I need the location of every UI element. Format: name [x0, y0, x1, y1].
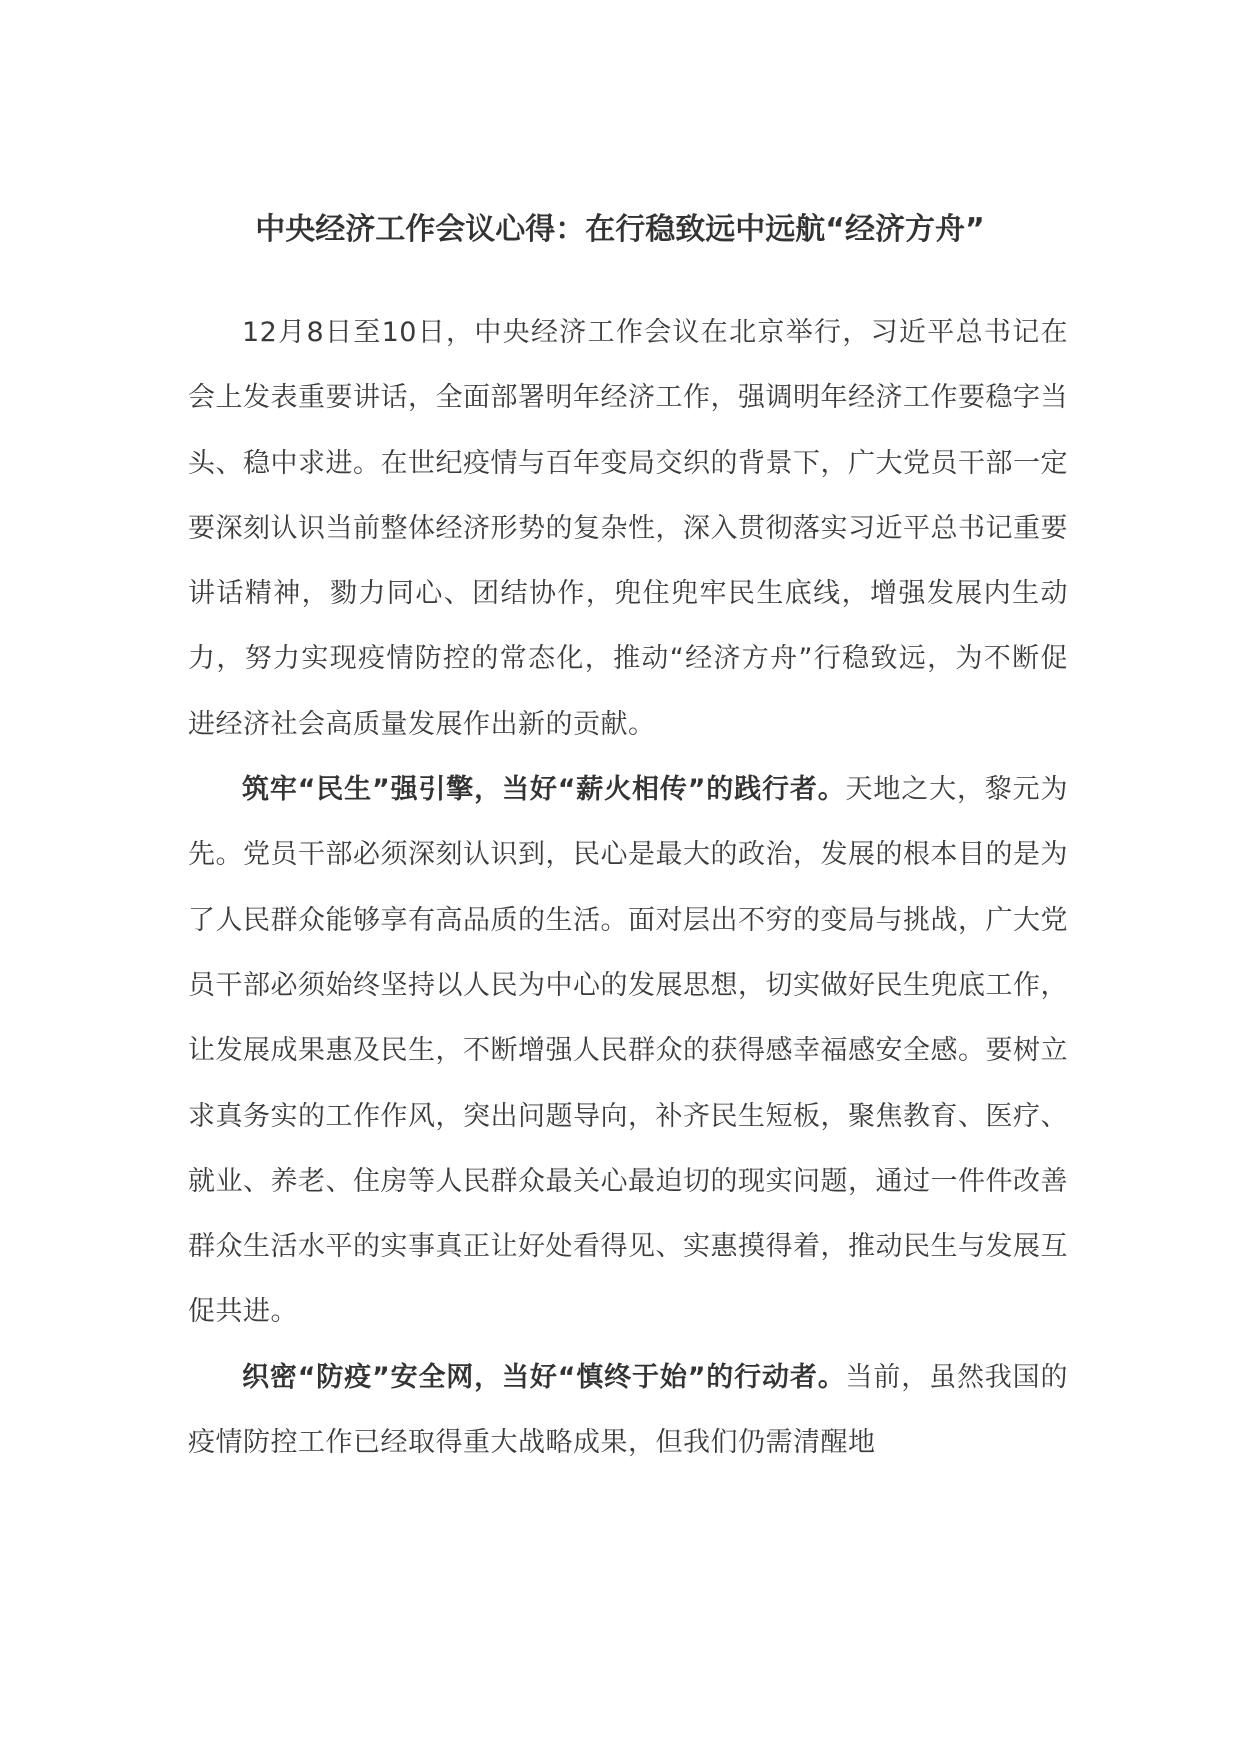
paragraph-text: 天地之大，黎元为先。党员干部必须深刻认识到，民心是最大的政治，发展的根本目的是为了人民群众能够享有高品质的生活。面对层出不穷的变局与挑战，广大党员干部必须始终坚持以人民为中心的发展思想，切实做好民生兜底工作，让发展成果惠及民生，不断增强人民群众的获得感幸福感安全感。要树立求真务实的工作作风，突出问题导向，补齐民生短板，聚焦教育、医疗、就业、养老、住房等人民群众最关心最迫切的现实问题，通过一件件改善群众生活水平的实事真正让好处看得见、实惠摸得着，推动民生与发展互促共进。: [188, 774, 1069, 1328]
paragraph-text: 12月8日至10日，中央经济工作会议在北京举行，习近平总书记在会上发表重要讲话，全面部署明年经济工作，强调明年经济工作要稳字当头、稳中求进。在世纪疫情与百年变局交织的背景下，广大党员干部一定要深刻认识当前整体经济形势的复杂性，深入贯彻落实习近平总书记重要讲话精神，勠力同心、团结协作，兜住兜牢民生底线，增强发展内生动力，努力实现疫情防控的常态化，推动“经济方舟”行稳致远，为不断促进经济社会高质量发展作出新的贡献。: [188, 317, 1068, 740]
paragraph-text: 当前，虽然我国的疫情防控工作已经取得重大战略成果，但我们仍需清醒地: [188, 1361, 1069, 1459]
paragraph-livelihood: [188, 757, 1068, 1345]
paragraph-lead: 筑牢“民生”强引擎，当好“薪火相传”的践行者。: [242, 774, 846, 806]
paragraph-intro: [188, 300, 1068, 757]
document-body: [188, 300, 1068, 1475]
paragraph-epidemic: [188, 1345, 1068, 1476]
document-title: 中央经济工作会议心得：在行稳致远中远航“经济方舟”: [255, 212, 985, 247]
paragraph-lead: 织密“防疫”安全网，当好“慎终于始”的行动者。: [242, 1361, 846, 1393]
